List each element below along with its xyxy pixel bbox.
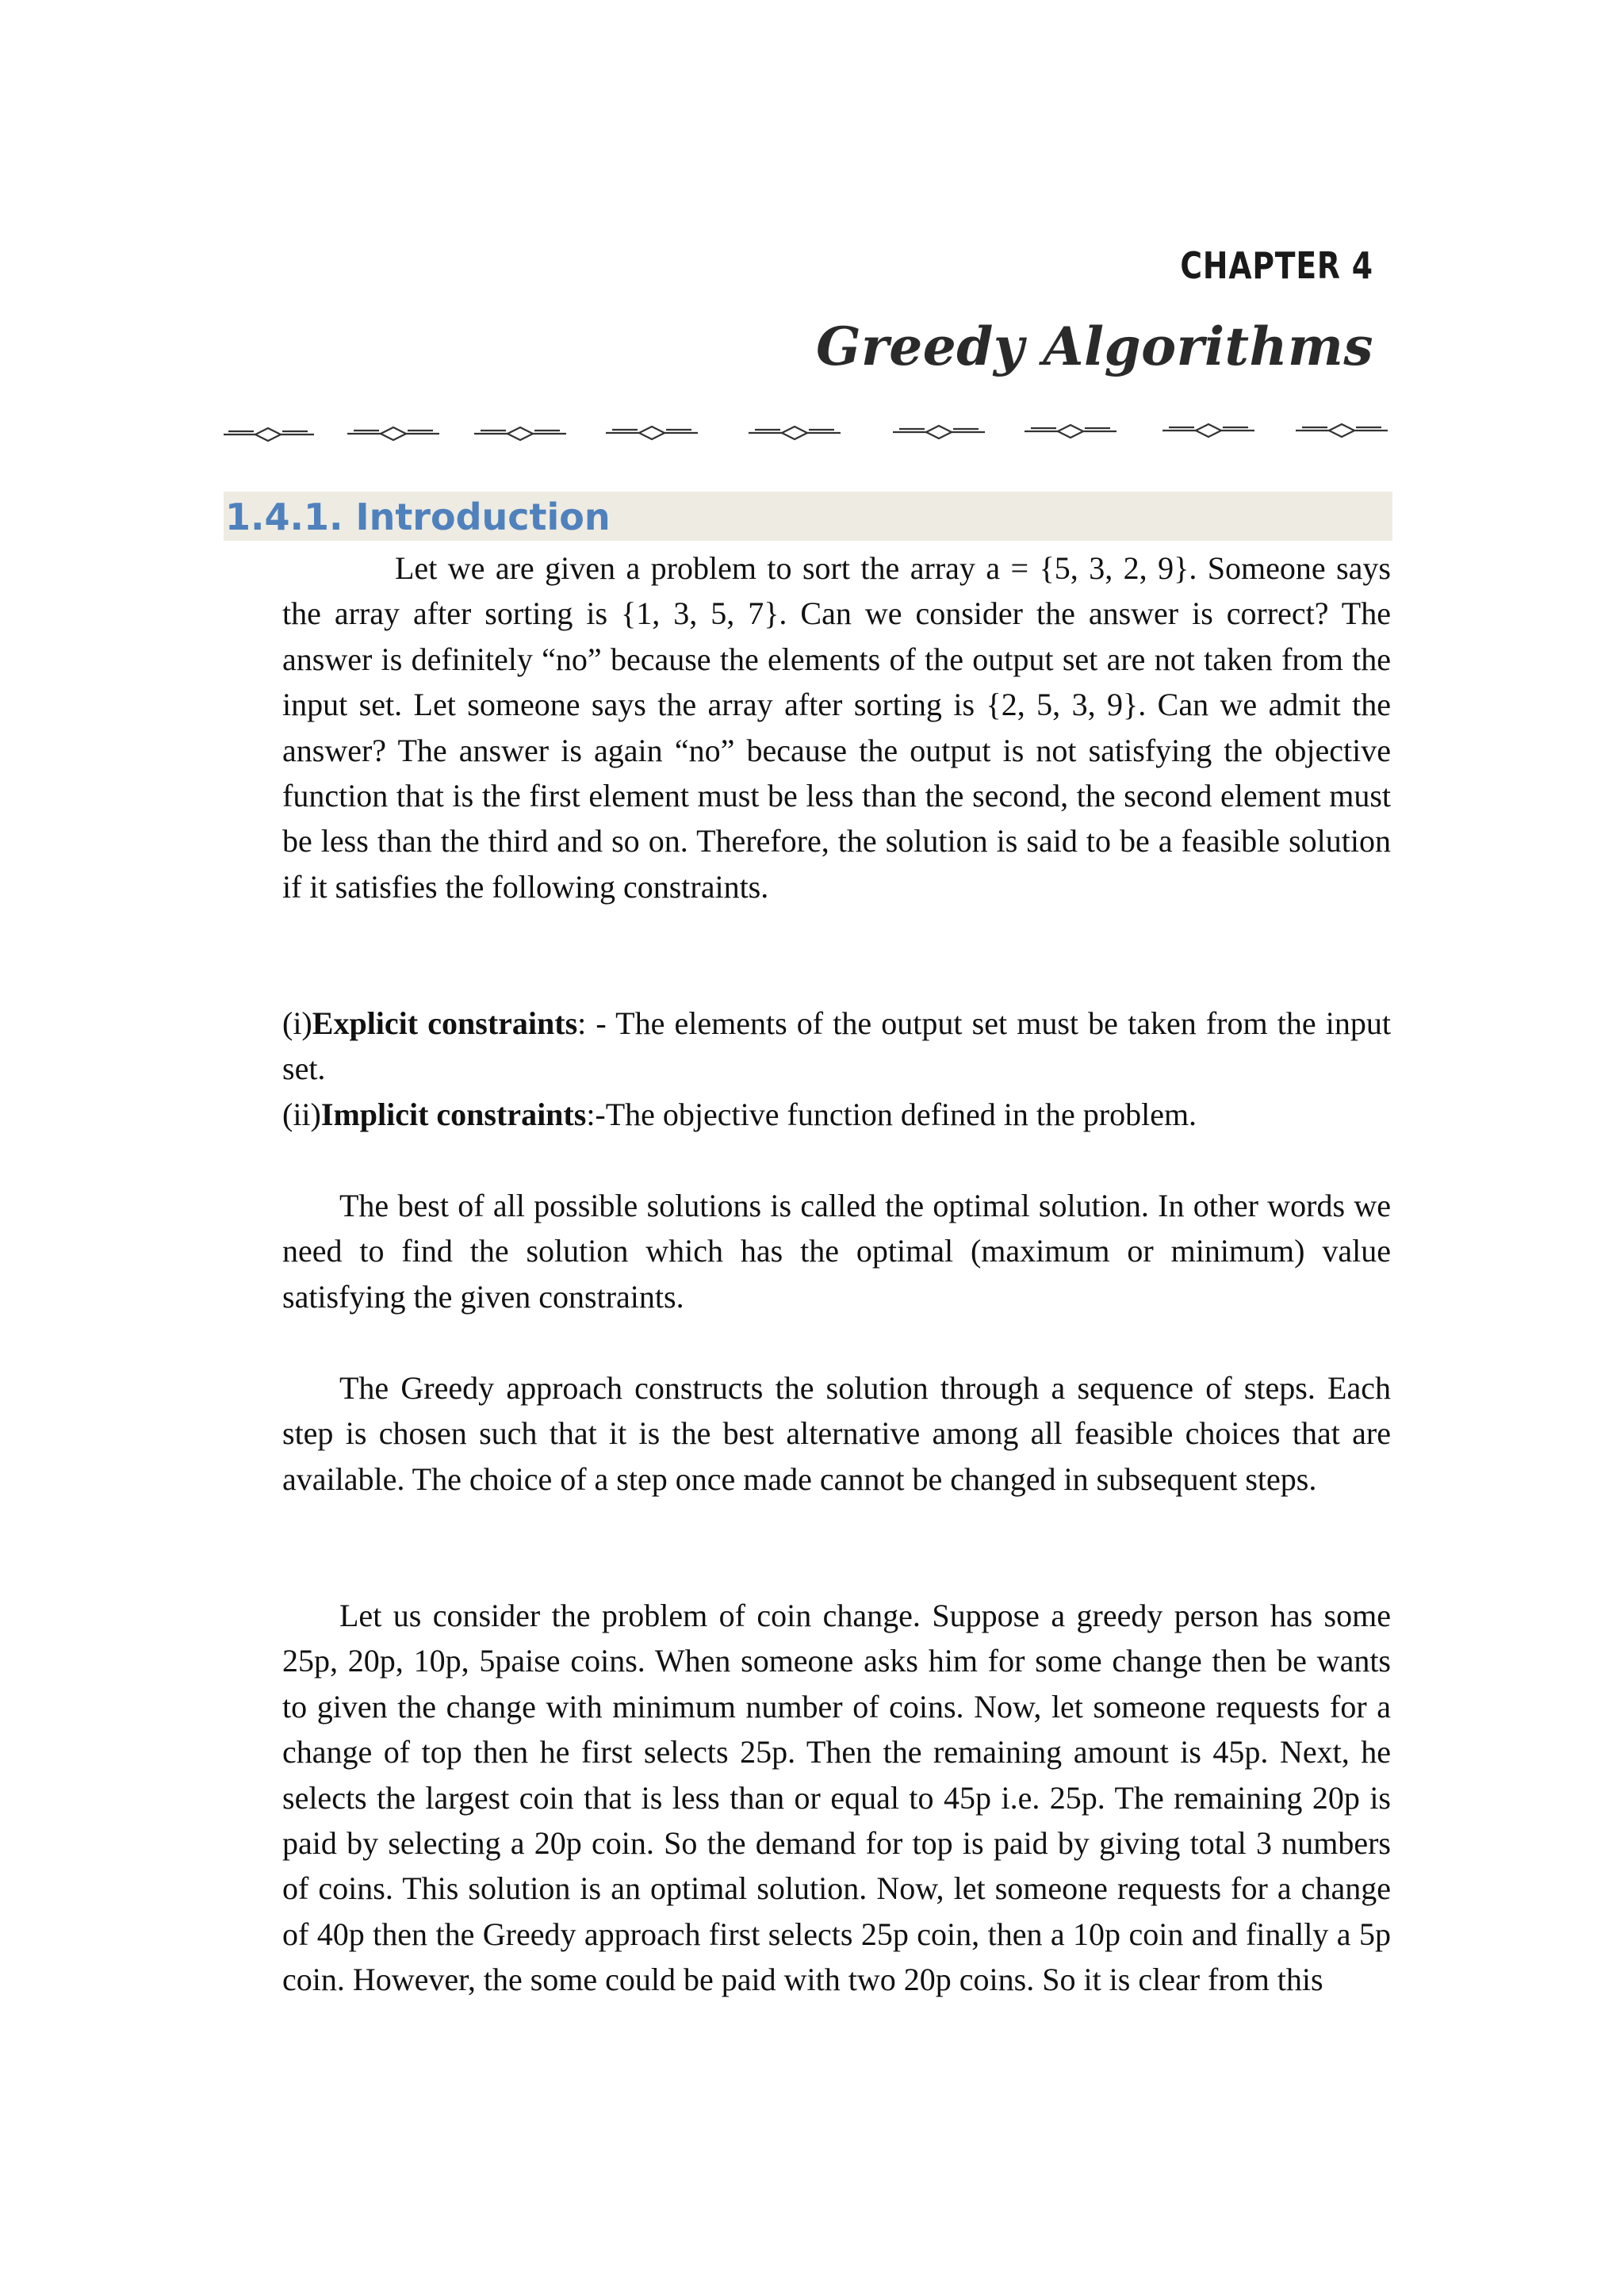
constraint-explicit-prefix: (i) bbox=[282, 1005, 312, 1041]
constraints-list bbox=[282, 1001, 1391, 1137]
paragraph-intro: Let we are given a problem to sort the array a = {5, 3, 2, 9}. Someone says the array after sorting is {1, 3, 5, 7}. Can we consider the answer is correct? The answer is definitely “no” because the elements of the output set are not taken from the input set. Let someone says the array after sorting is {2, 5, 3, 9}. Can we admit the answer? The answer is again “no” because the output is not satisfying the objective function that is the first element must be less than the second, the second element must be less than the third and so on. Therefore, the solution is said to be a feasible solution if it satisfies the following constraints. bbox=[282, 550, 1391, 905]
ornament-icon bbox=[606, 427, 698, 439]
ornament-icon bbox=[347, 427, 439, 440]
paragraph-greedy-approach: The Greedy approach constructs the solution through a sequence of steps. Each step is chosen such that it is the best alternative among all feasible choices that are available. The choice of a step once made cannot be changed in subsequent steps. bbox=[282, 1370, 1391, 1497]
chapter-label: CHAPTER 4 bbox=[1180, 244, 1373, 287]
constraint-implicit-prefix: (ii) bbox=[282, 1096, 321, 1132]
ornament-icon bbox=[1162, 424, 1254, 437]
ornament-icon bbox=[1025, 425, 1116, 438]
ornament-icon bbox=[224, 428, 314, 441]
constraint-implicit-term: Implicit constraints bbox=[320, 1096, 587, 1132]
paragraph-optimal: The best of all possible solutions is called the optimal solution. In other words we need to find the solution which has the optimal (maximum or minimum) value satisfying the given constraints. bbox=[282, 1188, 1391, 1315]
ornament-icon bbox=[749, 427, 841, 439]
constraint-explicit bbox=[282, 1001, 1391, 1092]
constraint-explicit-term: Explicit constraints bbox=[312, 1005, 578, 1041]
section-heading: 1.4.1. Introduction bbox=[225, 496, 611, 538]
constraint-implicit bbox=[282, 1092, 1391, 1137]
constraint-explicit-text: : - The elements of the output set must be taken from the input set. bbox=[282, 1005, 1391, 1087]
constraint-implicit-text: :-The objective function defined in the problem. bbox=[586, 1096, 1197, 1132]
decorative-divider bbox=[224, 412, 1391, 452]
chapter-title: Greedy Algorithms bbox=[816, 316, 1373, 377]
ornament-icon bbox=[893, 426, 985, 438]
ornament-icon bbox=[474, 427, 566, 440]
paragraph-coin-change: Let us consider the problem of coin change. Suppose a greedy person has some 25p, 20p, 10p, 5paise coins. When someone asks him for some change then be wants to given the change with minimum number of coins. Now, let someone requests for a change of top then he first selects 25p. Then the remaining amount is 45p. Next, he selects the largest coin that is less than or equal to 45p i.e. 25p. The remaining 20p is paid by selecting a 20p coin. So the demand for top is paid by giving total 3 numbers of coins. This solution is an optimal solution. Now, let someone requests for a change of 40p then the Greedy approach first selects 25p coin, then a 10p coin and finally a 5p coin. However, the some could be paid with two 20p coins. So it is clear from this bbox=[282, 1598, 1391, 1998]
ornament-icon bbox=[1296, 424, 1388, 437]
